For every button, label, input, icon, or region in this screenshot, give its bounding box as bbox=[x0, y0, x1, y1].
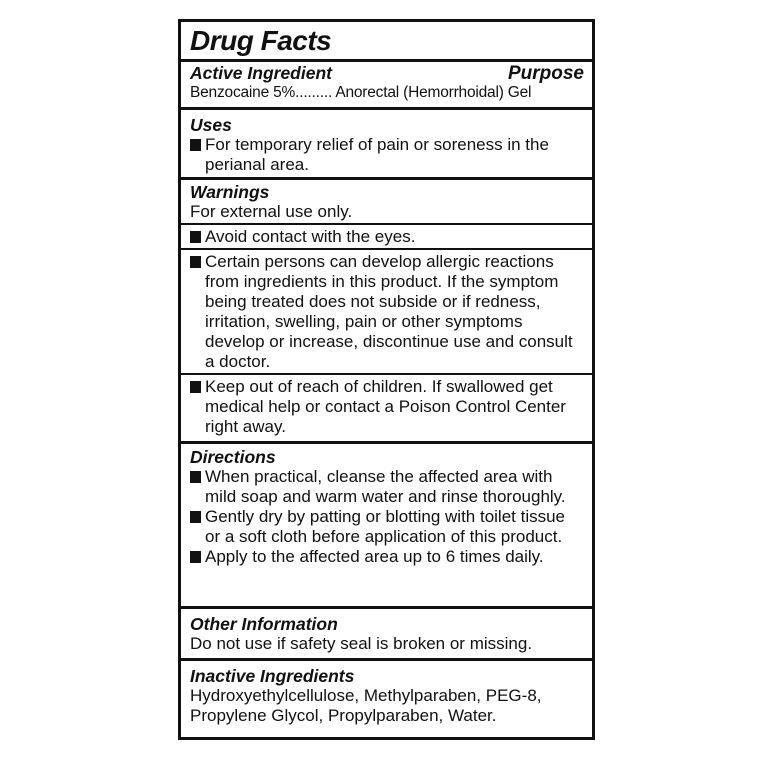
direction-text: Apply to the affected area up to 6 times daily. bbox=[205, 547, 544, 566]
drug-facts-title: Drug Facts bbox=[181, 22, 592, 62]
warnings-section bbox=[181, 180, 592, 444]
active-ingredient-heading: Active Ingredient bbox=[190, 63, 332, 83]
direction-bullet bbox=[190, 547, 584, 567]
inactive-ingredients-text: Hydroxyethylcellulose, Methylparaben, PEG-8, Propylene Glycol, Propylparaben, Water. bbox=[190, 686, 542, 725]
active-ingredient-section bbox=[181, 62, 592, 110]
other-information-text: Do not use if safety seal is broken or missing. bbox=[190, 634, 533, 653]
uses-bullet bbox=[190, 135, 584, 175]
warning-bullet-eyes bbox=[190, 227, 584, 247]
warning-bullet-allergy bbox=[190, 252, 584, 372]
direction-text: When practical, cleanse the affected area with mild soap and warm water and rinse thoroughly. bbox=[205, 467, 566, 506]
other-information-section bbox=[181, 609, 592, 661]
active-ingredient-line: Benzocaine 5%......... Anorectal (Hemorrhoidal) Gel bbox=[190, 84, 532, 101]
inactive-ingredients-heading: Inactive Ingredients bbox=[190, 666, 355, 686]
uses-heading: Uses bbox=[190, 115, 232, 135]
direction-bullet bbox=[190, 507, 584, 547]
warning-text: Avoid contact with the eyes. bbox=[205, 227, 416, 246]
warning-text: Keep out of reach of children. If swallowed get medical help or contact a Poison Control Center right away. bbox=[205, 377, 566, 436]
divider bbox=[181, 248, 592, 250]
bullet-square-icon bbox=[190, 471, 201, 483]
directions-heading: Directions bbox=[190, 447, 276, 467]
warnings-heading: Warnings bbox=[190, 182, 270, 202]
purpose-heading: Purpose bbox=[507, 63, 584, 84]
directions-section bbox=[181, 444, 592, 609]
bullet-square-icon bbox=[190, 256, 201, 268]
uses-text: For temporary relief of pain or soreness in the perianal area. bbox=[205, 135, 549, 174]
bullet-square-icon bbox=[190, 231, 201, 243]
bullet-square-icon bbox=[190, 551, 201, 563]
warning-text: Certain persons can develop allergic reactions from ingredients in this product. If the symptom being treated does not subside or if redness, irritation, swelling, pain or other symptoms develop or increase, discontinue use and consult a doctor. bbox=[205, 252, 573, 371]
divider bbox=[181, 223, 592, 225]
direction-bullet bbox=[190, 467, 584, 507]
direction-text: Gently dry by patting or blotting with toilet tissue or a soft cloth before application of this product. bbox=[205, 507, 566, 546]
bullet-square-icon bbox=[190, 381, 201, 393]
bullet-square-icon bbox=[190, 139, 201, 151]
uses-section bbox=[181, 110, 592, 180]
bullet-square-icon bbox=[190, 511, 201, 523]
active-ingredient-header bbox=[190, 64, 584, 84]
inactive-ingredients-section bbox=[181, 661, 592, 737]
warning-bullet-children bbox=[190, 377, 584, 437]
divider bbox=[181, 373, 592, 375]
other-information-heading: Other Information bbox=[190, 614, 338, 634]
drug-facts-panel bbox=[178, 19, 595, 740]
warnings-intro: For external use only. bbox=[190, 202, 353, 221]
